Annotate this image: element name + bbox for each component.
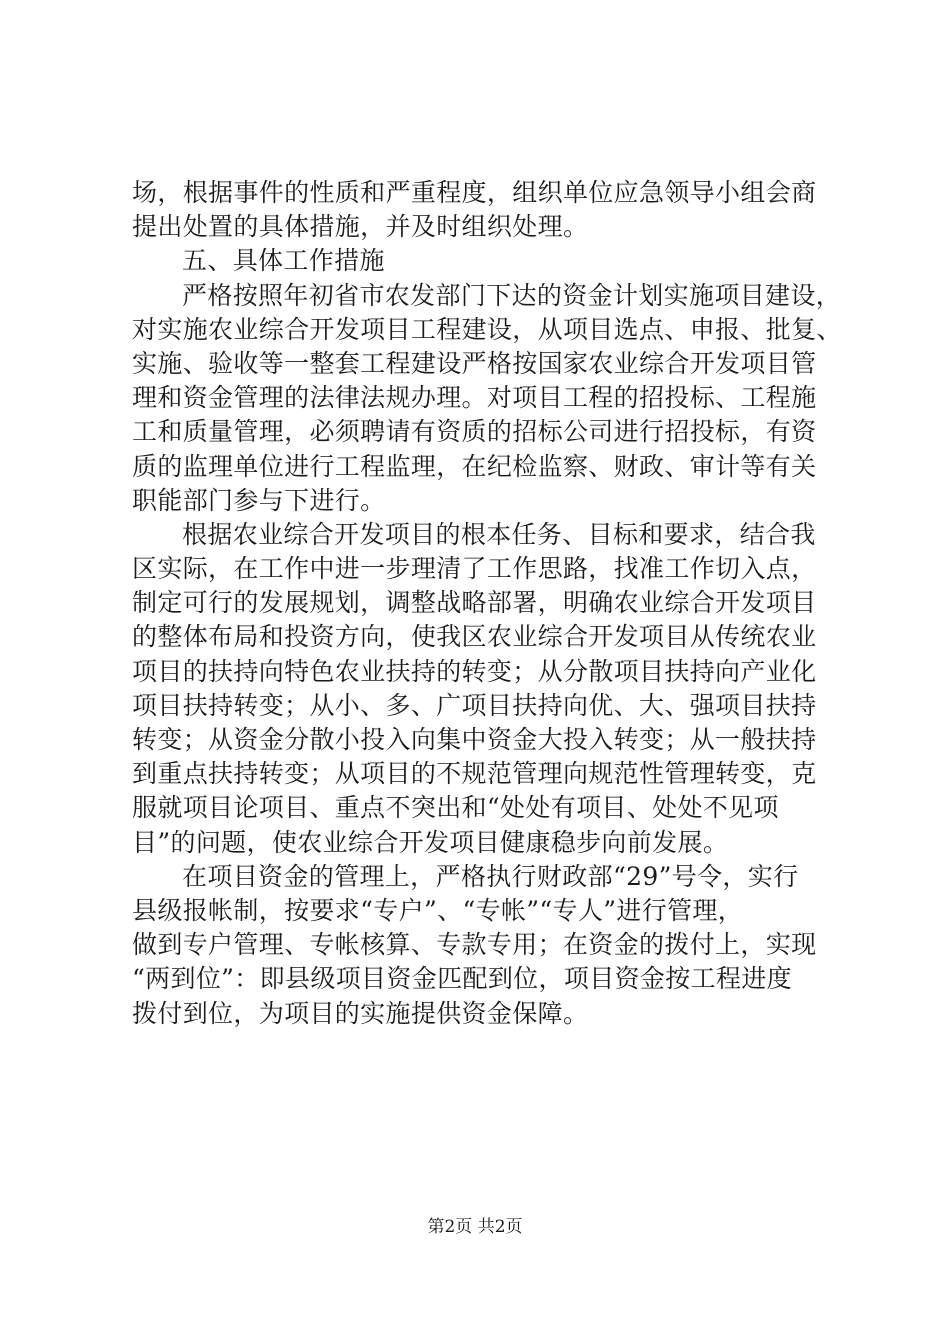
text-line: 实施、验收等一整套工程建设严格按国家农业综合开发项目管 [132, 348, 817, 378]
text-line: 根据农业综合开发项目的根本任务、目标和要求，结合我 [182, 519, 816, 549]
text-line: 到重点扶持转变；从项目的不规范管理向规范性管理转变，克 [132, 759, 817, 789]
text-line: 理和资金管理的法律法规办理。对项目工程的招投标、工程施 [132, 383, 817, 413]
text-line: 提出处置的具体措施，并及时组织处理。 [132, 212, 589, 242]
body-text [132, 176, 852, 1031]
para-project-construction [132, 279, 852, 518]
text-line: 拨付到位，为项目的实施提供资金保障。 [132, 998, 589, 1028]
para-continuation [132, 176, 852, 244]
text-line: 场，根据事件的性质和严重程度，组织单位应急领导小组会商 [132, 178, 817, 207]
text-line: 区实际，在工作中进一步理清了工作思路，找准工作切入点， [132, 554, 817, 584]
page-footer: 第2页 共2页 [427, 1217, 523, 1237]
text-line: 在项目资金的管理上，严格执行财政部“29”号令，实行 [182, 861, 799, 891]
para-fund-management [132, 860, 852, 1031]
text-line: 严格按照年初省市农发部门下达的资金计划实施项目建设， [182, 280, 842, 310]
text-line: “两到位”：即县级项目资金匹配到位，项目资金按工程进度 [132, 964, 793, 994]
para-work-ideas [132, 518, 852, 860]
text-line: 服就项目论项目、重点不突出和“处处有项目、处处不见项 [132, 793, 779, 823]
text-line: 项目的扶持向特色农业扶持的转变；从分散项目扶持向产业化 [132, 656, 817, 686]
text-line: 五、具体工作措施 [182, 246, 385, 276]
text-line: 工和质量管理，必须聘请有资质的招标公司进行招投标，有资 [132, 417, 817, 447]
text-line: 县级报帐制，按要求“专户”、“专帐”“专人”进行管理， [132, 895, 744, 925]
text-line: 做到专户管理、专帐核算、专款专用；在资金的拨付上，实现 [132, 930, 817, 960]
text-line: 目”的问题，使农业综合开发项目健康稳步向前发展。 [132, 827, 729, 857]
text-line: 项目扶持转变；从小、多、广项目扶持向优、大、强项目扶持 [132, 690, 817, 720]
text-line: 转变；从资金分散小投入向集中资金大投入转变；从一般扶持 [132, 725, 817, 754]
text-line: 制定可行的发展规划，调整战略部署，明确农业综合开发项目 [132, 588, 817, 618]
text-line: 质的监理单位进行工程监理，在纪检监察、财政、审计等有关 [132, 451, 817, 481]
text-line: 职能部门参与下进行。 [132, 485, 386, 515]
section-heading-5 [132, 244, 852, 278]
text-line: 对实施农业综合开发项目工程建设，从项目选点、申报、批复、 [132, 314, 842, 344]
text-line: 的整体布局和投资方向，使我区农业综合开发项目从传统农业 [132, 622, 817, 652]
